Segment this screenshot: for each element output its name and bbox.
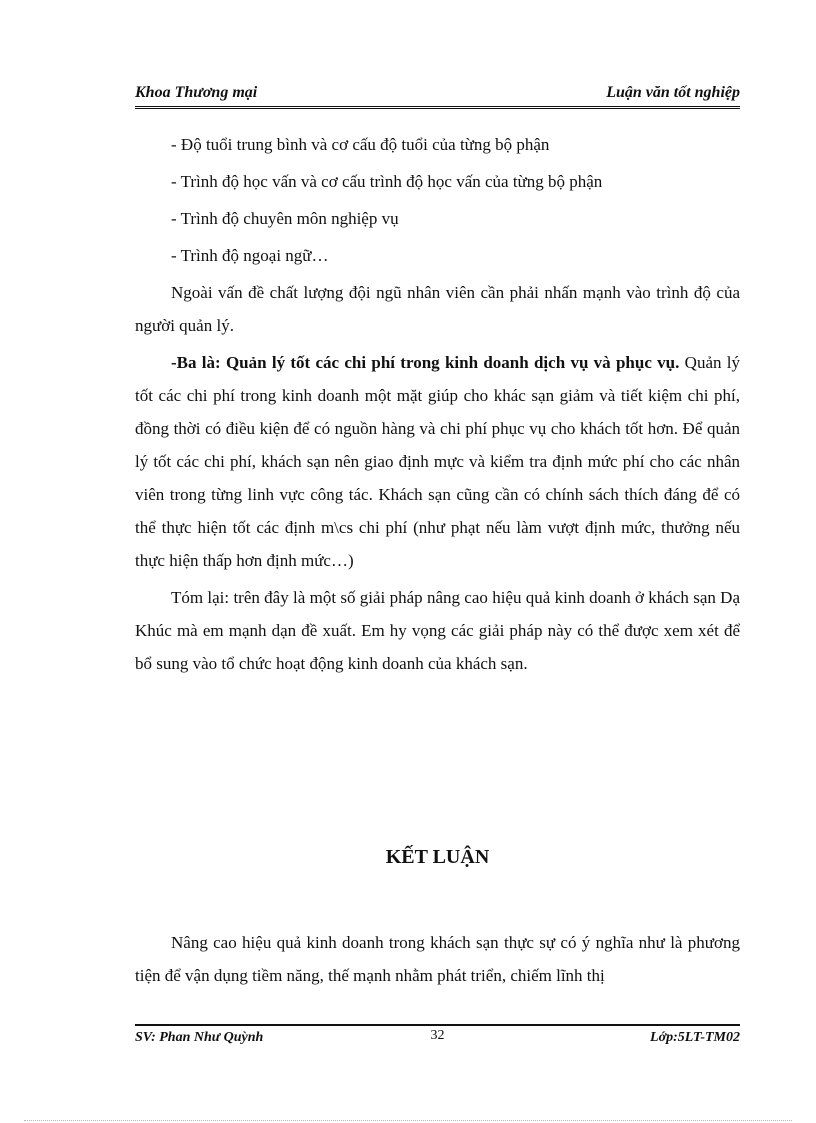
paragraph-conclusion: Nâng cao hiệu quả kinh doanh trong khách sạn thực sự có ý nghĩa như là phương tiện để vận dụng tiềm năng, thế mạnh nhằm phát triển, chiếm lĩnh thị — [135, 933, 740, 985]
paragraph-cost-management — [135, 346, 740, 577]
footer-rule — [135, 1024, 740, 1026]
bullet-language: - Trình độ ngoại ngữ… — [171, 246, 329, 265]
section-title: KẾT LUẬN — [385, 846, 490, 868]
bullet-education: - Trình độ học vấn và cơ cấu trình độ học vấn của từng bộ phận — [171, 172, 603, 191]
footer-class: Lớp:5LT-TM02 — [650, 1030, 740, 1045]
header-rule — [135, 106, 740, 109]
bullet-age: - Độ tuổi trung bình và cơ cấu độ tuổi của từng bộ phận — [171, 135, 550, 154]
page-number: 32 — [430, 1028, 445, 1043]
bullet-professional: - Trình độ chuyên môn nghiệp vụ — [171, 209, 399, 228]
paragraph-cost-body: Quản lý tốt các chi phí trong kinh doanh một mặt giúp cho khác sạn giảm và tiết kiệm chi phí, đồng thời có điều kiện để có nguồn hàng và chi phí phục vụ cho khách tốt hơn. Để quản lý tốt các chi phí, khách sạn nên giao định mực và kiểm tra định mức phí cho các nhân viên trong từng linh vực công tác. Khách sạn cũng cần có chính sách thích đáng để có thể thực hiện tốt các định m\cs chi phí (như phạt nếu làm vượt định mức, thưởng nếu thực hiện thấp hơn định mức…) — [135, 353, 741, 570]
paragraph-cost-lead: -Ba là: Quản lý tốt các chi phí trong kinh doanh dịch vụ và phục vụ. — [171, 353, 680, 372]
page-edge — [24, 1120, 792, 1121]
conclusion-text — [135, 926, 740, 992]
paragraph-summary: Tóm lại: trên đây là một số giải pháp nâng cao hiệu quả kinh doanh ở khách sạn Dạ Khúc mà em mạnh dạn đề xuất. Em hy vọng các giải pháp này có thể được xem xét để bổ sung vào tổ chức hoạt động kinh doanh của khách sạn. — [135, 588, 740, 673]
page-header — [135, 84, 740, 106]
header-faculty: Khoa Thương mại — [135, 84, 258, 101]
header-thesis-label: Luận văn tốt nghiệp — [606, 84, 740, 101]
page-footer — [135, 1028, 740, 1050]
paragraph-management-quality: Ngoài vấn đề chất lượng đội ngũ nhân viên cần phải nhấn mạnh vào trình độ của người quản lý. — [135, 283, 740, 335]
footer-student: SV: Phan Như Quỳnh — [135, 1030, 264, 1045]
body-text — [135, 128, 740, 680]
